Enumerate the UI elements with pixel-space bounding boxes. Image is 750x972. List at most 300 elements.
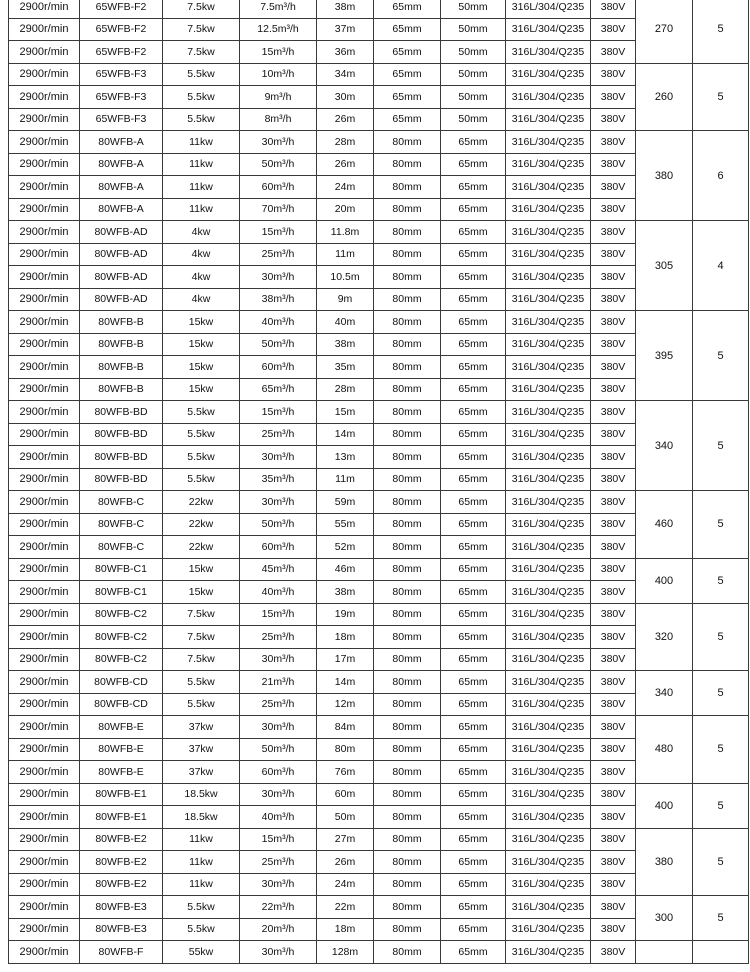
model-cell: 80WFB-E2 [80,873,163,896]
speed-cell: 2900r/min [9,0,80,18]
voltage-cell: 380V [591,873,636,896]
flow-cell: 60m³/h [240,536,317,559]
power-cell: 18.5kw [163,806,240,829]
inlet-cell: 80mm [374,468,441,491]
outlet-cell: 65mm [441,716,506,739]
table-row [9,783,749,806]
head-cell: 46m [317,558,374,581]
material-cell: 316L/304/Q235 [506,311,591,334]
outlet-cell: 65mm [441,491,506,514]
voltage-cell: 380V [591,896,636,919]
power-cell: 5.5kw [163,896,240,919]
voltage-cell: 380V [591,266,636,289]
inlet-cell: 80mm [374,603,441,626]
voltage-cell: 380V [591,41,636,64]
speed-cell: 2900r/min [9,918,80,941]
inlet-cell: 80mm [374,648,441,671]
power-cell: 7.5kw [163,626,240,649]
flow-cell: 60m³/h [240,176,317,199]
flow-cell: 15m³/h [240,401,317,424]
weight-cell: 340 [636,401,693,491]
head-cell: 50m [317,806,374,829]
material-cell: 316L/304/Q235 [506,356,591,379]
material-cell: 316L/304/Q235 [506,671,591,694]
outlet-cell: 65mm [441,131,506,154]
inlet-cell: 80mm [374,896,441,919]
flow-cell: 30m³/h [240,446,317,469]
outlet-cell: 65mm [441,513,506,536]
model-cell: 80WFB-BD [80,423,163,446]
head-cell: 20m [317,198,374,221]
flow-cell: 60m³/h [240,761,317,784]
inlet-cell: 80mm [374,716,441,739]
outlet-cell: 65mm [441,378,506,401]
speed-cell: 2900r/min [9,311,80,334]
inlet-cell: 80mm [374,266,441,289]
head-cell: 38m [317,333,374,356]
inlet-cell: 80mm [374,311,441,334]
power-cell: 37kw [163,738,240,761]
head-cell: 60m [317,783,374,806]
weight-cell: 380 [636,828,693,896]
head-cell: 9m [317,288,374,311]
model-cell: 80WFB-A [80,198,163,221]
inlet-cell: 80mm [374,693,441,716]
inlet-cell: 80mm [374,153,441,176]
size-cell: 5 [693,63,749,131]
material-cell: 316L/304/Q235 [506,221,591,244]
speed-cell: 2900r/min [9,491,80,514]
flow-cell: 25m³/h [240,693,317,716]
outlet-cell: 65mm [441,446,506,469]
voltage-cell: 380V [591,153,636,176]
voltage-cell: 380V [591,176,636,199]
flow-cell: 30m³/h [240,941,317,964]
power-cell: 15kw [163,356,240,379]
outlet-cell: 65mm [441,941,506,964]
flow-cell: 30m³/h [240,266,317,289]
voltage-cell: 380V [591,671,636,694]
outlet-cell: 65mm [441,806,506,829]
material-cell: 316L/304/Q235 [506,513,591,536]
flow-cell: 40m³/h [240,581,317,604]
speed-cell: 2900r/min [9,63,80,86]
flow-cell: 15m³/h [240,603,317,626]
table-row [9,221,749,244]
model-cell: 80WFB-C [80,513,163,536]
model-cell: 80WFB-C1 [80,581,163,604]
speed-cell: 2900r/min [9,221,80,244]
material-cell: 316L/304/Q235 [506,918,591,941]
head-cell: 18m [317,918,374,941]
model-cell: 80WFB-B [80,333,163,356]
voltage-cell: 380V [591,468,636,491]
material-cell: 316L/304/Q235 [506,63,591,86]
head-cell: 17m [317,648,374,671]
material-cell: 316L/304/Q235 [506,333,591,356]
speed-cell: 2900r/min [9,873,80,896]
speed-cell: 2900r/min [9,806,80,829]
flow-cell: 30m³/h [240,783,317,806]
inlet-cell: 80mm [374,446,441,469]
voltage-cell: 380V [591,446,636,469]
power-cell: 11kw [163,131,240,154]
flow-cell: 21m³/h [240,671,317,694]
voltage-cell: 380V [591,558,636,581]
head-cell: 11m [317,468,374,491]
outlet-cell: 65mm [441,671,506,694]
inlet-cell: 80mm [374,536,441,559]
material-cell: 316L/304/Q235 [506,176,591,199]
flow-cell: 40m³/h [240,806,317,829]
inlet-cell: 80mm [374,851,441,874]
speed-cell: 2900r/min [9,693,80,716]
material-cell: 316L/304/Q235 [506,18,591,41]
model-cell: 80WFB-AD [80,243,163,266]
voltage-cell: 380V [591,0,636,18]
speed-cell: 2900r/min [9,468,80,491]
power-cell: 11kw [163,153,240,176]
head-cell: 10.5m [317,266,374,289]
voltage-cell: 380V [591,198,636,221]
voltage-cell: 380V [591,918,636,941]
outlet-cell: 65mm [441,738,506,761]
material-cell: 316L/304/Q235 [506,558,591,581]
outlet-cell: 50mm [441,86,506,109]
inlet-cell: 80mm [374,581,441,604]
inlet-cell: 80mm [374,941,441,964]
power-cell: 4kw [163,243,240,266]
model-cell: 80WFB-AD [80,221,163,244]
speed-cell: 2900r/min [9,288,80,311]
model-cell: 65WFB-F3 [80,86,163,109]
outlet-cell: 65mm [441,603,506,626]
speed-cell: 2900r/min [9,941,80,964]
speed-cell: 2900r/min [9,378,80,401]
weight-cell: 395 [636,311,693,401]
size-cell: 4 [693,221,749,311]
outlet-cell: 65mm [441,896,506,919]
voltage-cell: 380V [591,221,636,244]
flow-cell: 30m³/h [240,716,317,739]
weight-cell: 340 [636,671,693,716]
model-cell: 80WFB-E2 [80,828,163,851]
head-cell: 26m [317,108,374,131]
material-cell: 316L/304/Q235 [506,896,591,919]
speed-cell: 2900r/min [9,86,80,109]
model-cell: 80WFB-E1 [80,783,163,806]
voltage-cell: 380V [591,851,636,874]
inlet-cell: 80mm [374,131,441,154]
outlet-cell: 65mm [441,243,506,266]
table-row [9,0,749,18]
flow-cell: 15m³/h [240,828,317,851]
head-cell: 38m [317,581,374,604]
voltage-cell: 380V [591,536,636,559]
model-cell: 80WFB-F [80,941,163,964]
power-cell: 7.5kw [163,18,240,41]
model-cell: 80WFB-C1 [80,558,163,581]
inlet-cell: 65mm [374,63,441,86]
size-cell: 5 [693,716,749,784]
outlet-cell: 65mm [441,401,506,424]
inlet-cell: 80mm [374,738,441,761]
head-cell: 128m [317,941,374,964]
voltage-cell: 380V [591,333,636,356]
voltage-cell: 380V [591,806,636,829]
outlet-cell: 65mm [441,581,506,604]
table-row [9,491,749,514]
speed-cell: 2900r/min [9,108,80,131]
material-cell: 316L/304/Q235 [506,626,591,649]
material-cell: 316L/304/Q235 [506,806,591,829]
voltage-cell: 380V [591,311,636,334]
speed-cell: 2900r/min [9,536,80,559]
power-cell: 11kw [163,873,240,896]
outlet-cell: 50mm [441,63,506,86]
size-cell: 5 [693,0,749,63]
flow-cell: 20m³/h [240,918,317,941]
head-cell: 14m [317,671,374,694]
flow-cell: 22m³/h [240,896,317,919]
inlet-cell: 65mm [374,41,441,64]
power-cell: 15kw [163,311,240,334]
voltage-cell: 380V [591,18,636,41]
model-cell: 80WFB-C2 [80,648,163,671]
flow-cell: 45m³/h [240,558,317,581]
voltage-cell: 380V [591,108,636,131]
weight-cell: 480 [636,716,693,784]
speed-cell: 2900r/min [9,333,80,356]
head-cell: 15m [317,401,374,424]
speed-cell: 2900r/min [9,671,80,694]
table-row [9,941,749,964]
voltage-cell: 380V [591,648,636,671]
power-cell: 11kw [163,198,240,221]
head-cell: 52m [317,536,374,559]
speed-cell: 2900r/min [9,513,80,536]
outlet-cell: 65mm [441,693,506,716]
outlet-cell: 65mm [441,783,506,806]
size-cell: 5 [693,311,749,401]
material-cell: 316L/304/Q235 [506,86,591,109]
weight-cell [636,941,693,964]
model-cell: 80WFB-CD [80,693,163,716]
flow-cell: 7.5m³/h [240,0,317,18]
outlet-cell: 65mm [441,536,506,559]
inlet-cell: 65mm [374,18,441,41]
head-cell: 40m [317,311,374,334]
flow-cell: 60m³/h [240,356,317,379]
model-cell: 80WFB-E [80,761,163,784]
speed-cell: 2900r/min [9,423,80,446]
flow-cell: 50m³/h [240,153,317,176]
head-cell: 26m [317,153,374,176]
flow-cell: 50m³/h [240,738,317,761]
voltage-cell: 380V [591,243,636,266]
flow-cell: 12.5m³/h [240,18,317,41]
outlet-cell: 65mm [441,423,506,446]
model-cell: 80WFB-C2 [80,626,163,649]
table-row [9,63,749,86]
material-cell: 316L/304/Q235 [506,581,591,604]
material-cell: 316L/304/Q235 [506,288,591,311]
flow-cell: 30m³/h [240,873,317,896]
power-cell: 15kw [163,333,240,356]
model-cell: 80WFB-C [80,491,163,514]
power-cell: 11kw [163,828,240,851]
voltage-cell: 380V [591,581,636,604]
material-cell: 316L/304/Q235 [506,468,591,491]
speed-cell: 2900r/min [9,266,80,289]
model-cell: 80WFB-CD [80,671,163,694]
power-cell: 5.5kw [163,108,240,131]
flow-cell: 30m³/h [240,131,317,154]
inlet-cell: 80mm [374,873,441,896]
material-cell: 316L/304/Q235 [506,536,591,559]
power-cell: 5.5kw [163,86,240,109]
outlet-cell: 65mm [441,918,506,941]
power-cell: 5.5kw [163,693,240,716]
outlet-cell: 65mm [441,558,506,581]
speed-cell: 2900r/min [9,446,80,469]
power-cell: 4kw [163,221,240,244]
head-cell: 37m [317,18,374,41]
voltage-cell: 380V [591,693,636,716]
inlet-cell: 80mm [374,918,441,941]
inlet-cell: 80mm [374,513,441,536]
flow-cell: 25m³/h [240,243,317,266]
flow-cell: 25m³/h [240,851,317,874]
flow-cell: 50m³/h [240,513,317,536]
model-cell: 80WFB-AD [80,266,163,289]
weight-cell: 400 [636,783,693,828]
voltage-cell: 380V [591,63,636,86]
voltage-cell: 380V [591,761,636,784]
size-cell: 6 [693,131,749,221]
voltage-cell: 380V [591,491,636,514]
head-cell: 12m [317,693,374,716]
model-cell: 80WFB-E2 [80,851,163,874]
material-cell: 316L/304/Q235 [506,153,591,176]
speed-cell: 2900r/min [9,198,80,221]
material-cell: 316L/304/Q235 [506,693,591,716]
size-cell [693,941,749,964]
inlet-cell: 80mm [374,243,441,266]
flow-cell: 40m³/h [240,311,317,334]
inlet-cell: 80mm [374,806,441,829]
speed-cell: 2900r/min [9,828,80,851]
speed-cell: 2900r/min [9,131,80,154]
head-cell: 26m [317,851,374,874]
voltage-cell: 380V [591,738,636,761]
material-cell: 316L/304/Q235 [506,851,591,874]
speed-cell: 2900r/min [9,581,80,604]
table-row [9,311,749,334]
model-cell: 80WFB-C [80,536,163,559]
outlet-cell: 65mm [441,626,506,649]
voltage-cell: 380V [591,86,636,109]
outlet-cell: 65mm [441,266,506,289]
table-row [9,131,749,154]
power-cell: 7.5kw [163,603,240,626]
head-cell: 22m [317,896,374,919]
outlet-cell: 50mm [441,0,506,18]
material-cell: 316L/304/Q235 [506,131,591,154]
inlet-cell: 80mm [374,198,441,221]
inlet-cell: 80mm [374,783,441,806]
voltage-cell: 380V [591,626,636,649]
material-cell: 316L/304/Q235 [506,648,591,671]
table-row [9,671,749,694]
power-cell: 15kw [163,581,240,604]
model-cell: 80WFB-A [80,153,163,176]
material-cell: 316L/304/Q235 [506,41,591,64]
head-cell: 38m [317,0,374,18]
inlet-cell: 65mm [374,108,441,131]
material-cell: 316L/304/Q235 [506,243,591,266]
power-cell: 5.5kw [163,671,240,694]
size-cell: 5 [693,671,749,716]
speed-cell: 2900r/min [9,243,80,266]
material-cell: 316L/304/Q235 [506,783,591,806]
head-cell: 11.8m [317,221,374,244]
inlet-cell: 80mm [374,828,441,851]
flow-cell: 70m³/h [240,198,317,221]
size-cell: 5 [693,783,749,828]
model-cell: 80WFB-A [80,131,163,154]
inlet-cell: 80mm [374,288,441,311]
voltage-cell: 380V [591,603,636,626]
material-cell: 316L/304/Q235 [506,716,591,739]
material-cell: 316L/304/Q235 [506,828,591,851]
speed-cell: 2900r/min [9,738,80,761]
speed-cell: 2900r/min [9,18,80,41]
material-cell: 316L/304/Q235 [506,266,591,289]
head-cell: 18m [317,626,374,649]
size-cell: 5 [693,828,749,896]
weight-cell: 270 [636,0,693,63]
power-cell: 22kw [163,536,240,559]
model-cell: 80WFB-A [80,176,163,199]
head-cell: 84m [317,716,374,739]
head-cell: 34m [317,63,374,86]
inlet-cell: 65mm [374,86,441,109]
head-cell: 36m [317,41,374,64]
model-cell: 80WFB-E [80,716,163,739]
weight-cell: 260 [636,63,693,131]
outlet-cell: 65mm [441,648,506,671]
size-cell: 5 [693,896,749,941]
voltage-cell: 380V [591,716,636,739]
model-cell: 80WFB-B [80,356,163,379]
head-cell: 35m [317,356,374,379]
material-cell: 316L/304/Q235 [506,401,591,424]
table-row [9,896,749,919]
speed-cell: 2900r/min [9,716,80,739]
spec-table-body [9,0,749,963]
inlet-cell: 80mm [374,176,441,199]
material-cell: 316L/304/Q235 [506,603,591,626]
outlet-cell: 65mm [441,828,506,851]
material-cell: 316L/304/Q235 [506,423,591,446]
inlet-cell: 80mm [374,491,441,514]
size-cell: 5 [693,558,749,603]
speed-cell: 2900r/min [9,648,80,671]
outlet-cell: 65mm [441,198,506,221]
power-cell: 4kw [163,288,240,311]
model-cell: 80WFB-E1 [80,806,163,829]
